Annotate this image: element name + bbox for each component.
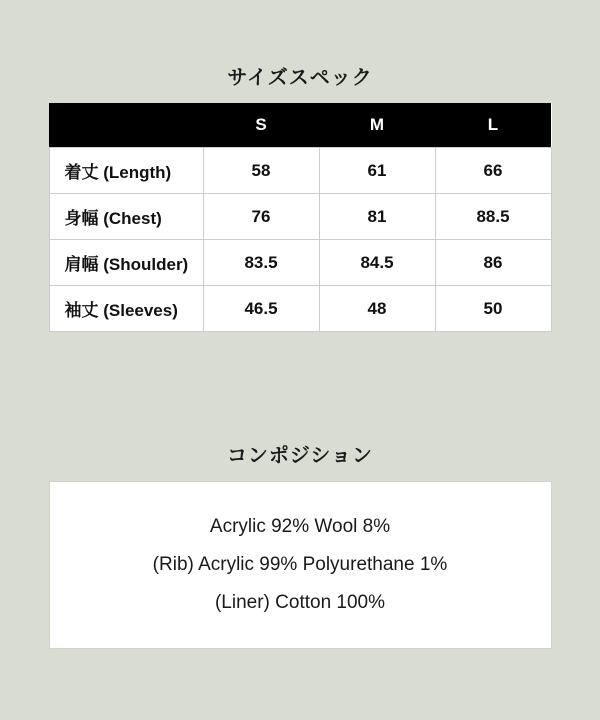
row-label-chest: 身幅 (Chest) [49, 194, 203, 240]
table-row-length [49, 148, 551, 194]
composition-line-rib: (Rib) Acrylic 99% Polyurethane 1% [152, 554, 448, 575]
value-shoulder-l: 86 [435, 240, 551, 286]
row-label-shoulder: 肩幅 (Shoulder) [49, 240, 203, 286]
composition-line-liner: (Liner) Cotton 100% [214, 592, 386, 613]
size-spec-table-body [49, 148, 551, 332]
row-label-sleeves: 袖丈 (Sleeves) [49, 286, 203, 332]
value-length-s: 58 [203, 148, 319, 194]
value-length-l: 66 [435, 148, 551, 194]
header-row [49, 103, 551, 148]
table-row-sleeves [49, 286, 551, 332]
row-label-length: 着丈 (Length) [49, 148, 203, 194]
table-row-chest [49, 194, 551, 240]
composition-line-main: Acrylic 92% Wool 8% [209, 516, 391, 537]
size-spec-table-header [49, 103, 551, 148]
composition-title: コンポジション [226, 445, 374, 467]
column-header-l: L [435, 103, 551, 148]
header-cell-empty [49, 103, 203, 148]
column-header-m: M [319, 103, 435, 148]
value-sleeves-l: 50 [435, 286, 551, 332]
value-sleeves-s: 46.5 [203, 286, 319, 332]
size-spec-table [49, 103, 552, 332]
composition-box [49, 481, 552, 649]
value-shoulder-m: 84.5 [319, 240, 435, 286]
column-header-s: S [203, 103, 319, 148]
value-length-m: 61 [319, 148, 435, 194]
value-chest-l: 88.5 [435, 194, 551, 240]
table-row-shoulder [49, 240, 551, 286]
size-spec-title: サイズスペック [227, 67, 373, 89]
value-shoulder-s: 83.5 [203, 240, 319, 286]
value-chest-m: 81 [319, 194, 435, 240]
value-chest-s: 76 [203, 194, 319, 240]
value-sleeves-m: 48 [319, 286, 435, 332]
